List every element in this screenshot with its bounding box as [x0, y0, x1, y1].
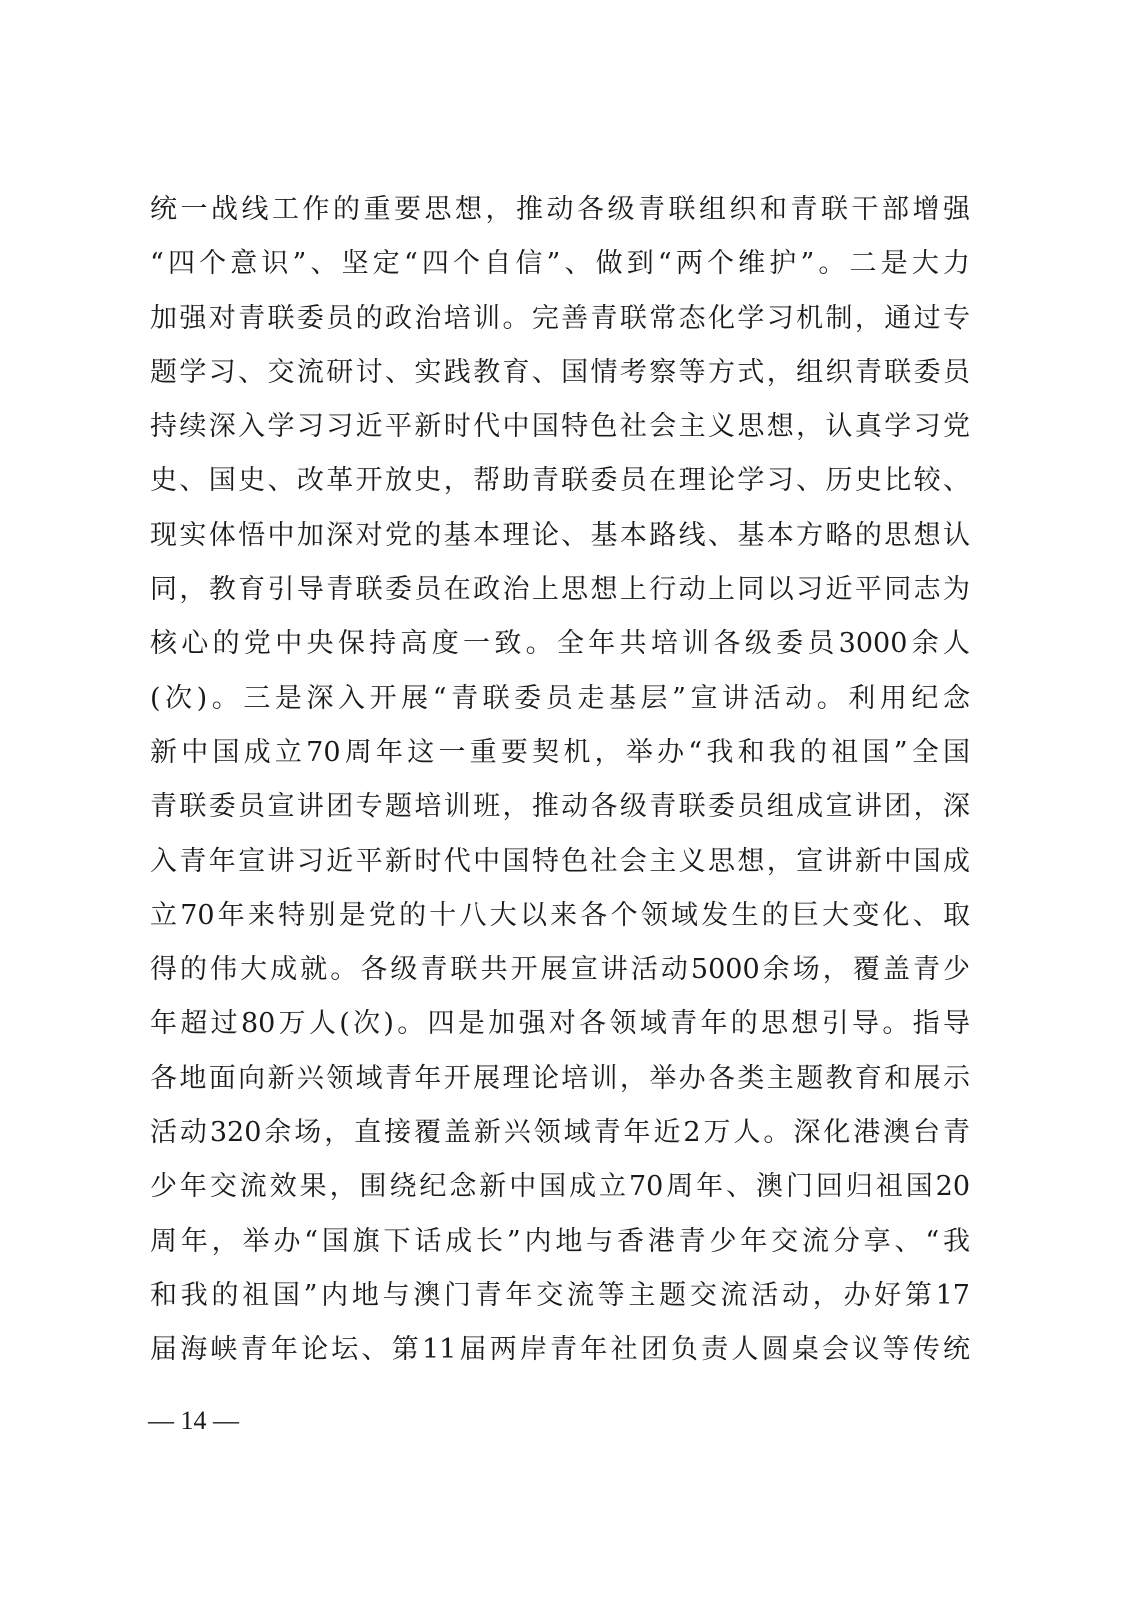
text-line: 青联委员宣讲团专题培训班，推动各级青联委员组成宣讲团，深 [150, 791, 970, 823]
text-line: 活动320余场，直接覆盖新兴领域青年近2万人。深化港澳台青 [150, 1117, 970, 1149]
text-line: 持续深入学习习近平新时代中国特色社会主义思想，认真学习党 [150, 411, 970, 443]
text-line: 同，教育引导青联委员在政治上思想上行动上同以习近平同志为 [150, 574, 970, 606]
body-text [150, 183, 970, 1378]
text-line: 题学习、交流研讨、实践教育、国情考察等方式，组织青联委员 [150, 356, 970, 388]
text-line: 加强对青联委员的政治培训。完善青联常态化学习机制，通过专 [150, 302, 970, 334]
text-line: “四个意识”、坚定“四个自信”、做到“两个维护”。二是大力 [150, 248, 970, 280]
text-line: 核心的党中央保持高度一致。全年共培训各级委员3000余人 [150, 628, 970, 660]
text-line: 统一战线工作的重要思想，推动各级青联组织和青联干部增强 [150, 194, 970, 225]
text-line: 得的伟大成就。各级青联共开展宣讲活动5000余场，覆盖青少 [150, 954, 970, 986]
text-line: 入青年宣讲习近平新时代中国特色社会主义思想，宣讲新中国成 [150, 845, 970, 877]
page-number: — 14 — [148, 1406, 239, 1435]
text-line: 和我的祖国”内地与澳门青年交流等主题交流活动，办好第17 [150, 1279, 970, 1311]
text-line: 年超过80万人(次)。四是加强对各领域青年的思想引导。指导 [150, 1008, 970, 1040]
text-line: 史、国史、改革开放史，帮助青联委员在理论学习、历史比较、 [150, 465, 970, 497]
text-line: 现实体悟中加深对党的基本理论、基本路线、基本方略的思想认 [150, 519, 970, 551]
text-line: 届海峡青年论坛、第11届两岸青年社团负责人圆桌会议等传统 [150, 1334, 970, 1366]
text-line: (次)。三是深入开展“青联委员走基层”宣讲活动。利用纪念 [150, 682, 970, 714]
text-line: 周年，举办“国旗下话成长”内地与香港青少年交流分享、“我 [150, 1225, 970, 1257]
text-line: 各地面向新兴领域青年开展理论培训，举办各类主题教育和展示 [150, 1062, 970, 1094]
text-line: 立70年来特别是党的十八大以来各个领域发生的巨大变化、取 [150, 899, 970, 931]
text-line: 新中国成立70周年这一重要契机，举办“我和我的祖国”全国 [150, 736, 970, 768]
text-line: 少年交流效果，围绕纪念新中国成立70周年、澳门回归祖国20 [150, 1171, 970, 1203]
